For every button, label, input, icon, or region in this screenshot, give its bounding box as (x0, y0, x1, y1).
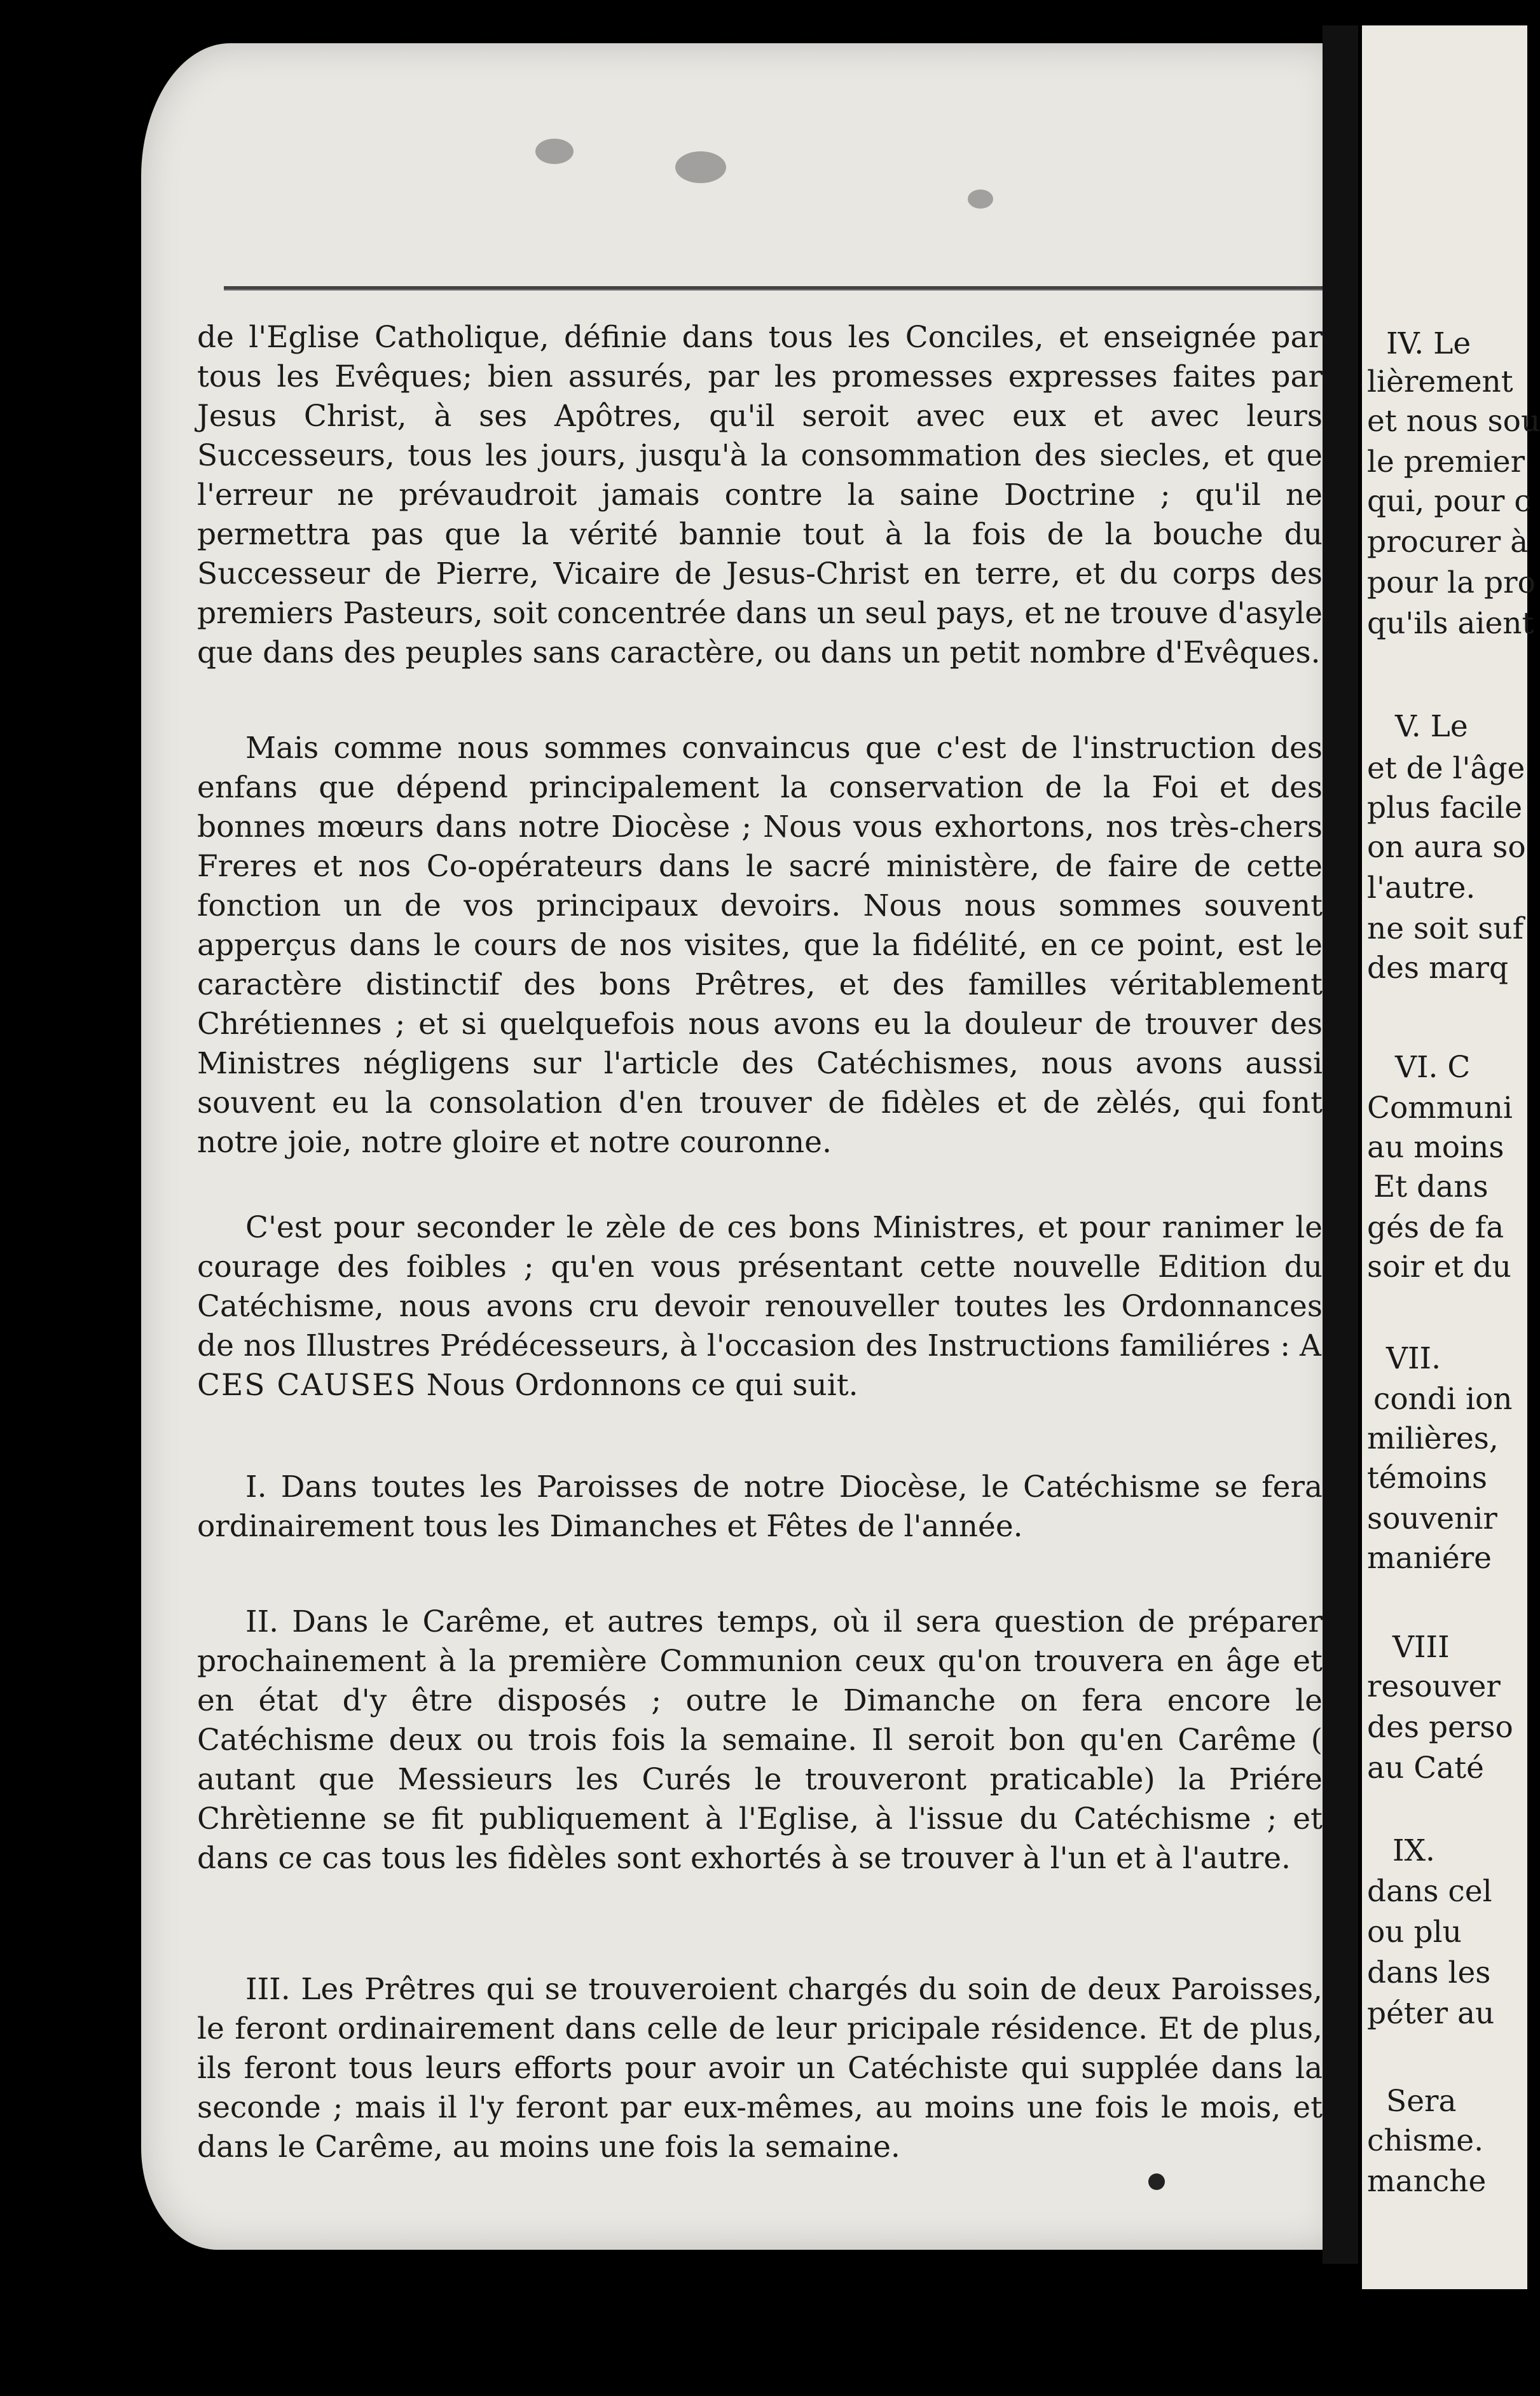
right-page-line: dans cel (1367, 1874, 1492, 1909)
ink-dot (1148, 2173, 1165, 2190)
right-page-line: Sera (1386, 2084, 1457, 2119)
right-page-line: Communi (1367, 1091, 1513, 1126)
right-page-line: au moins (1367, 1130, 1504, 1165)
ink-stain (535, 139, 574, 164)
right-page-line: pour la pro (1367, 565, 1536, 600)
right-page-line: manche (1367, 2164, 1487, 2199)
header-rule (224, 286, 1324, 291)
article-3: III. Les Prêtres qui se trouveroient chargés du soin de deux Paroisses, le feront ordinairement dans celle de leur pricipale résidence. Et de plus, ils feront tous leurs efforts pour avoir un Catéchiste qui supplée dans la seconde ; mais il l'y feront par eux-mêmes, au moins une fois le mois, et dans le Carême, au moins une fois la semaine. (197, 1972, 1323, 2165)
right-page-line: chisme. (1367, 2123, 1484, 2158)
right-page-line: des perso (1367, 1710, 1513, 1745)
right-page-line: on aura so (1367, 830, 1526, 865)
right-page-line: ou plu (1367, 1915, 1462, 1950)
right-page-line: gés de fa (1367, 1210, 1504, 1245)
right-page-line: qui, pour c (1367, 484, 1531, 519)
right-page-line: VII. (1386, 1341, 1441, 1376)
right-page-line: l'autre. (1367, 871, 1476, 905)
right-page-line: témoins (1367, 1461, 1487, 1496)
article-2: II. Dans le Carême, et autres temps, où il sera question de préparer prochainement à la première Communion ceux qu'on trouvera en âge et en état d'y être disposés ; outre le Dimanche on fera encore le Catéchisme deux ou trois fois la semaine. Il seroit bon qu'en Carême ( autant que Messieurs les Curés le trouveront praticable) la Priére Chrètienne se fit publiquement à l'Eglise, à l'issue du Catéchisme ; et dans ce cas tous les fidèles sont exhortés à se trouver à l'un et à l'autre. (197, 1604, 1323, 1876)
right-page-line: procurer à (1367, 525, 1529, 560)
right-page-line: ne soit suf (1367, 911, 1524, 946)
left-page (141, 43, 1337, 2250)
right-page-line: Et dans (1373, 1169, 1488, 1204)
paragraph-2: Mais comme nous sommes convaincus que c'est de l'instruction des enfans que dépend principalement la conservation de la Foi et des bonnes mœurs dans notre Diocèse ; Nous vous exhortons, nos très-chers Freres et nos Co-opérateurs dans le sacré ministère, de faire de cette fonction un de vos principaux devoirs. Nous nous sommes souvent apperçus dans le cours de nos visites, que la fidélité, en ce point, est le caractère distinctif des bons Prêtres, et des familles véritablement Chrétiennes ; et si quelquefois nous avons eu la douleur de trouver des Ministres négligens sur l'article des Catéchismes, nous avons aussi souvent eu la consolation d'en trouver de fidèles et de zèlés, qui font notre joie, notre gloire et notre couronne. (197, 731, 1323, 1160)
right-page-line: V. Le (1395, 709, 1468, 744)
ink-stain (968, 189, 993, 209)
ink-stain (675, 151, 726, 183)
right-page-line: soir et du (1367, 1250, 1511, 1284)
right-page-line: et de l'âge (1367, 751, 1525, 786)
right-page-line: condi ion (1373, 1382, 1513, 1417)
right-page-line: dans les (1367, 1955, 1491, 1990)
paragraph-3-end: Nous Ordonnons ce qui suit. (426, 1368, 858, 1403)
right-page-line: et nous sou (1367, 404, 1540, 439)
right-page-line: VI. C (1395, 1050, 1471, 1085)
a-ces-causes: A CES CAUSES (197, 1328, 1323, 1403)
right-page-line: milières, (1367, 1421, 1499, 1456)
right-page-line: lièrement (1367, 364, 1513, 399)
paragraph-3 (197, 1208, 1323, 1405)
right-page-line: IV. Le (1386, 326, 1471, 361)
right-page-fragment (1362, 25, 1540, 2289)
right-page-line: le premier (1367, 444, 1525, 479)
right-page-line: resouver (1367, 1669, 1501, 1704)
right-page-line: plus facile (1367, 790, 1523, 825)
right-page-line: au Caté (1367, 1751, 1484, 1786)
right-page-line: maniére (1367, 1541, 1492, 1576)
article-1: I. Dans toutes les Paroisses de notre Diocèse, le Catéchisme se fera ordinairement tous les Dimanches et Fêtes de l'année. (197, 1470, 1323, 1544)
right-page-line: qu'ils aient (1367, 606, 1534, 641)
right-page-line: souvenir (1367, 1501, 1497, 1536)
right-page-line: VIII (1392, 1630, 1450, 1665)
right-page-line: péter au (1367, 1996, 1495, 2031)
right-page-line: des marq (1367, 951, 1509, 986)
paragraph-3-text: C'est pour seconder le zèle de ces bons Ministres, et pour ranimer le courage des foibles ; qu'en vous présentant cette nouvelle Edition du Catéchisme, nous avons cru devoir renouveller toutes les Ordonnances de nos Illustres Prédécesseurs, à l'occasion des Instructions familiéres : (197, 1210, 1323, 1363)
book-gutter (1323, 25, 1358, 2264)
right-page-line: IX. (1392, 1833, 1435, 1868)
paragraph-1: de l'Eglise Catholique, définie dans tous les Conciles, et enseignée par tous les Evêques; bien assurés, par les promesses expresses faites par Jesus Christ, à ses Apôtres, qu'il seroit avec eux et avec leurs Successeurs, tous les jours, jusqu'à la consommation des siecles, et que l'erreur ne prévaudroit jamais contre la saine Doctrine ; qu'il ne permettra pas que la vérité bannie tout à la fois de la bouche du Successeur de Pierre, Vicaire de Jesus-Christ en terre, et du corps des premiers Pasteurs, soit concentrée dans un seul pays, et ne trouve d'asyle que dans des peuples sans caractère, ou dans un petit nombre d'Evêques. (197, 320, 1323, 670)
